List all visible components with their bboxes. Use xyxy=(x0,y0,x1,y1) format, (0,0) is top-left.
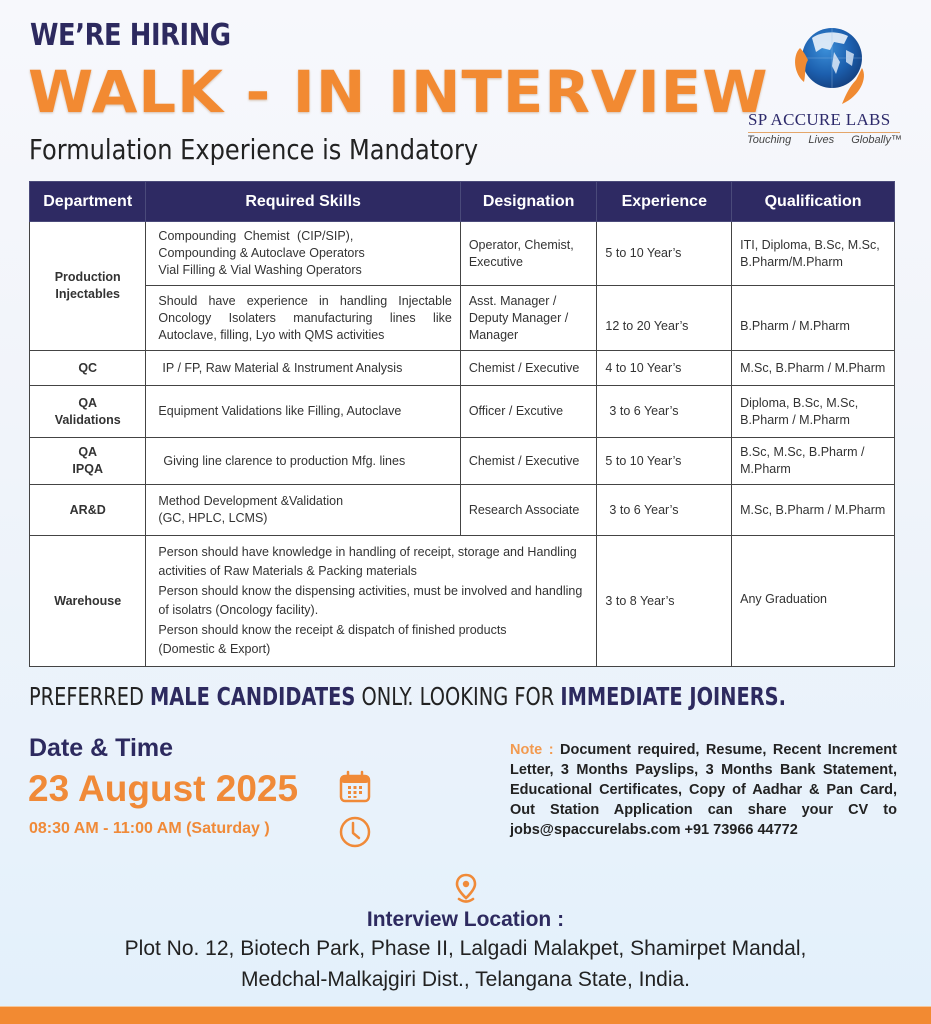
designation-cell: Chemist / Executive xyxy=(460,438,597,485)
jobs-table xyxy=(29,181,895,667)
designation-cell: Chemist / Executive xyxy=(460,351,597,386)
skills-line: Compounding & Autoclave Operators xyxy=(158,246,365,260)
skills-cell xyxy=(146,222,460,286)
tagline-word: Touching xyxy=(747,134,792,146)
table-header-row xyxy=(30,182,895,222)
designation-cell: Research Associate xyxy=(460,485,597,536)
company-logo xyxy=(742,22,902,152)
page-subtitle: Formulation Experience is Mandatory xyxy=(29,133,479,166)
calendar-icon xyxy=(338,770,372,804)
skills-line: Method Development &Validation xyxy=(158,494,344,508)
designation-cell: Officer / Excutive xyxy=(460,386,597,438)
experience-cell: 3 to 8 Year’s xyxy=(597,536,732,667)
col-header-experience: Experience xyxy=(597,182,732,222)
experience-cell: 3 to 6 Year’s xyxy=(597,485,732,536)
designation-cell: Asst. Manager / Deputy Manager / Manager xyxy=(460,286,597,351)
dept-cell: Warehouse xyxy=(30,536,146,667)
skills-cell: Giving line clarence to production Mfg. lines xyxy=(146,438,460,485)
qualification-cell: B.Pharm / M.Pharm xyxy=(732,286,895,351)
experience-cell: 3 to 6 Year’s xyxy=(597,386,732,438)
page-title: WALK - IN INTERVIEW xyxy=(28,58,769,126)
col-header-qualification: Qualification xyxy=(732,182,895,222)
designation-cell: Operator, Chemist, Executive xyxy=(460,222,597,286)
qualification-cell: Any Graduation xyxy=(732,536,895,667)
preference-text: ONLY. LOOKING FOR xyxy=(355,682,561,711)
dept-cell: Production Injectables xyxy=(30,222,146,351)
interview-date: 23 August 2025 xyxy=(28,768,299,809)
skills-cell xyxy=(146,536,597,667)
preference-highlight: IMMEDIATE JOINERS. xyxy=(560,682,786,711)
experience-cell: 5 to 10 Year’s xyxy=(597,222,732,286)
tagline-word: Globally™ xyxy=(851,134,902,146)
tagline-word: Lives xyxy=(808,134,835,146)
clock-icon xyxy=(338,815,372,849)
preference-highlight: MALE CANDIDATES xyxy=(150,682,356,711)
interview-time: 08:30 AM - 11:00 AM (Saturday ) xyxy=(29,820,270,837)
experience-cell: 12 to 20 Year’s xyxy=(597,286,732,351)
skills-cell: Should have experience in handling Injectable Oncology Isolaters manufacturing lines like Autoclave, filling, Lyo with QMS activities xyxy=(146,286,460,351)
skills-cell: IP / FP, Raw Material & Instrument Analysis xyxy=(146,351,460,386)
skills-line: Person should know the dispensing activities, must be involved and handling of isolatrs (Oncology facility). xyxy=(158,583,583,617)
table-row xyxy=(30,351,895,386)
skills-cell: Equipment Validations like Filling, Autoclave xyxy=(146,386,460,438)
table-row xyxy=(30,222,895,286)
dept-cell xyxy=(30,438,146,485)
dept-cell: QC xyxy=(30,351,146,386)
company-name: SP ACCURE LABS xyxy=(748,110,900,133)
skills-line: Person should have knowledge in handling of receipt, storage and Handling activities of Raw Materials & Packing materials xyxy=(158,544,577,578)
qualification-cell: ITI, Diploma, B.Sc, M.Sc, B.Pharm/M.Pharm xyxy=(732,222,895,286)
table-row xyxy=(30,286,895,351)
skills-line: Compounding Chemist (CIP/SIP), xyxy=(158,229,354,243)
dept-line: Validations xyxy=(54,412,121,427)
dept-cell xyxy=(30,386,146,438)
skills-line: (GC, HPLC, LCMS) xyxy=(158,511,268,525)
candidate-preference-banner xyxy=(29,682,786,711)
qualification-cell: B.Sc, M.Sc, B.Pharm / M.Pharm xyxy=(732,438,895,485)
experience-cell: 5 to 10 Year’s xyxy=(597,438,732,485)
dept-line: IPQA xyxy=(72,462,103,476)
address-line-2: Medchal-Malkajgiri Dist., Telangana State, India. xyxy=(240,968,690,991)
table-row xyxy=(30,485,895,536)
skills-line: Person should know the receipt & dispatch of finished products (Domestic & Export) xyxy=(158,622,507,656)
skills-line: Vial Filling & Vial Washing Operators xyxy=(158,263,362,277)
col-header-department: Department xyxy=(30,182,146,222)
dept-line: QA xyxy=(78,445,98,459)
documents-note xyxy=(510,740,897,840)
table-row xyxy=(30,536,895,667)
note-label: Note : xyxy=(510,742,561,758)
dept-cell: AR&D xyxy=(30,485,146,536)
location-heading: Interview Location : xyxy=(366,908,565,931)
experience-cell: 4 to 10 Year’s xyxy=(597,351,732,386)
table-row xyxy=(30,386,895,438)
hiring-kicker: WE’RE HIRING xyxy=(30,18,231,53)
footer-bar xyxy=(0,1006,931,1024)
company-tagline xyxy=(747,134,902,146)
preference-text: PREFERRED xyxy=(29,682,151,711)
qualification-cell: M.Sc, B.Pharm / M.Pharm xyxy=(732,351,895,386)
dept-line: QA xyxy=(78,395,98,410)
map-pin-icon xyxy=(454,873,478,905)
col-header-designation: Designation xyxy=(460,182,597,222)
skills-cell xyxy=(146,485,460,536)
col-header-skills: Required Skills xyxy=(146,182,460,222)
qualification-cell: M.Sc, B.Pharm / M.Pharm xyxy=(732,485,895,536)
note-text: Document required, Resume, Recent Increment Letter, 3 Months Payslips, 3 Months Bank Statement, Educational Certificates, Copy of Aadhar & Pan Card, Out Station Application can share your CV to jobs@spaccurelabs.com +91 73966 44772 xyxy=(510,742,897,838)
table-row xyxy=(30,438,895,485)
qualification-cell: Diploma, B.Sc, M.Sc, B.Pharm / M.Pharm xyxy=(732,386,895,438)
date-time-heading: Date & Time xyxy=(29,734,174,762)
address-line-1: Plot No. 12, Biotech Park, Phase II, Lalgadi Malakpet, Shamirpet Mandal, xyxy=(124,937,807,960)
globe-hands-logo-icon xyxy=(790,22,870,110)
